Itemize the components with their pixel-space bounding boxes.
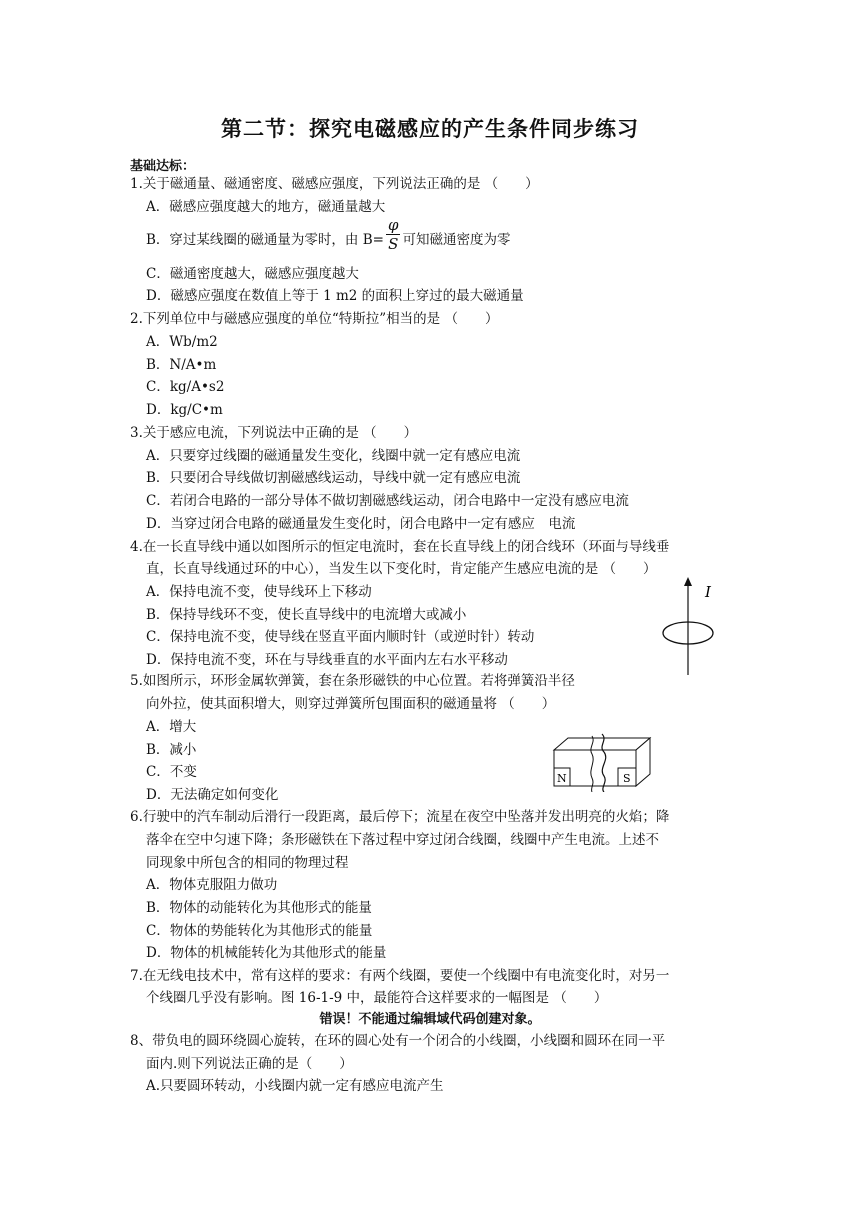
question-5-stem-line2: 向外拉，使其面积增大，则穿过弹簧所包围面积的磁通量将 （ ） — [146, 696, 556, 712]
question-2-option-c: C．kg/A•s2 — [146, 379, 225, 395]
question-6-option-b: B．物体的动能转化为其他形式的能量 — [146, 900, 372, 916]
wire-loop-figure — [655, 575, 725, 685]
question-6-option-a: A．物体克服阻力做功 — [146, 877, 278, 893]
question-7-stem-line1: 7.在无线电技术中，常有这样的要求：有两个线圈，要使一个线圈中有电流变化时，对另一 — [130, 968, 670, 984]
question-7-stem-line2: 个线圈几乎没有影响。图 16-1-9 中，最能符合这样要求的一幅图是 （ ） — [146, 990, 608, 1006]
question-1-option-c: C．磁通密度越大，磁感应强度越大 — [146, 266, 359, 282]
question-3-option-b: B．只要闭合导线做切割磁感线运动，导线中就一定有感应电流 — [146, 470, 521, 486]
question-3-option-a: A．只要穿过线圈的磁通量发生变化，线圈中就一定有感应电流 — [146, 448, 521, 464]
option-b-suffix: 可知磁通密度为零 — [402, 232, 511, 248]
south-pole-label: S — [623, 772, 631, 785]
current-arrow-icon — [684, 577, 692, 586]
question-4-stem-line2: 直，长直导线通过环的中心），当发生以下变化时，肯定能产生感应电流的是 （ ） — [146, 561, 657, 577]
question-3-option-d: D．当穿过闭合电路的磁通量发生变化时，闭合电路中一定有感应 电流 — [146, 516, 576, 532]
embedded-object-error: 错误！不能通过编辑域代码创建对象。 — [319, 1012, 541, 1027]
question-5-option-c: C．不变 — [146, 764, 197, 780]
question-2-stem: 2.下列单位中与磁感应强度的单位“特斯拉”相当的是 （ ） — [130, 311, 499, 327]
option-b-prefix: B．穿过某线圈的磁通量为零时，由 B= — [146, 232, 384, 248]
question-3-option-c: C．若闭合电路的一部分导体不做切割磁感线运动，闭合电路中一定没有感应电流 — [146, 493, 629, 509]
question-4-stem-line1: 4.在一长直导线中通以如图所示的恒定电流时，套在长直导线上的闭合线环（环面与导线垂 — [130, 539, 670, 555]
question-4-option-d: D．保持电流不变，环在与导线垂直的水平面内左右水平移动 — [146, 652, 508, 668]
question-2-option-a: A．Wb/m2 — [146, 334, 218, 350]
question-6-stem-line3: 同现象中所包含的相同的物理过程 — [146, 855, 349, 871]
question-1-option-d: D．磁感应强度在数值上等于 1 m2 的面积上穿过的最大磁通量 — [146, 288, 524, 304]
question-2-option-b: B．N/A•m — [146, 357, 217, 373]
question-6-option-d: D．物体的机械能转化为其他形式的能量 — [146, 945, 387, 961]
question-5-stem-line1: 5.如图所示，环形金属软弹簧，套在条形磁铁的中心位置。若将弹簧沿半径 — [130, 673, 575, 689]
question-5-option-b: B．减小 — [146, 742, 197, 758]
question-1-option-a: A．磁感应强度越大的地方，磁通量越大 — [146, 199, 386, 215]
question-8-option-a: A.只要圆环转动，小线圈内就一定有感应电流产生 — [146, 1078, 444, 1094]
question-6-stem-line1: 6.行驶中的汽车制动后滑行一段距离，最后停下；流星在夜空中坠落并发出明亮的火焰；降 — [130, 809, 670, 825]
question-5-option-a: A．增大 — [146, 719, 197, 735]
magnet-spring-figure — [548, 732, 658, 792]
current-label: I — [705, 583, 711, 601]
page-title: 第二节：探究电磁感应的产生条件同步练习 — [221, 117, 639, 141]
question-8-stem-line2: 面内.则下列说法正确的是（ ） — [146, 1056, 353, 1072]
question-8-stem-line1: 8、带负电的圆环绕圆心旋转，在环的圆心处有一个闭合的小线圈，小线圈和圆环在同一平 — [130, 1033, 666, 1049]
question-1-option-b — [146, 216, 511, 253]
question-5-option-d: D．无法确定如何变化 — [146, 787, 279, 803]
flux-density-fraction — [386, 216, 401, 253]
fraction-numerator: φ — [387, 216, 399, 234]
question-4-option-b: B．保持导线环不变，使长直导线中的电流增大或减小 — [146, 607, 467, 623]
question-4-option-c: C．保持电流不变，使导线在竖直平面内顺时针（或逆时针）转动 — [146, 629, 535, 645]
section-heading: 基础达标： — [130, 159, 196, 174]
question-6-option-c: C．物体的势能转化为其他形式的能量 — [146, 923, 373, 939]
fraction-denominator: S — [388, 235, 399, 253]
question-1-stem: 1.关于磁通量、磁通密度、磁感应强度，下列说法正确的是 （ ） — [130, 176, 539, 192]
question-3-stem: 3.关于感应电流，下列说法中正确的是 （ ） — [130, 425, 418, 441]
question-2-option-d: D．kg/C•m — [146, 402, 223, 418]
question-6-stem-line2: 落伞在空中匀速下降；条形磁铁在下落过程中穿过闭合线圈，线圈中产生电流。上述不 — [146, 832, 659, 848]
north-pole-label: N — [557, 772, 567, 785]
question-4-option-a: A．保持电流不变，使导线环上下移动 — [146, 584, 372, 600]
